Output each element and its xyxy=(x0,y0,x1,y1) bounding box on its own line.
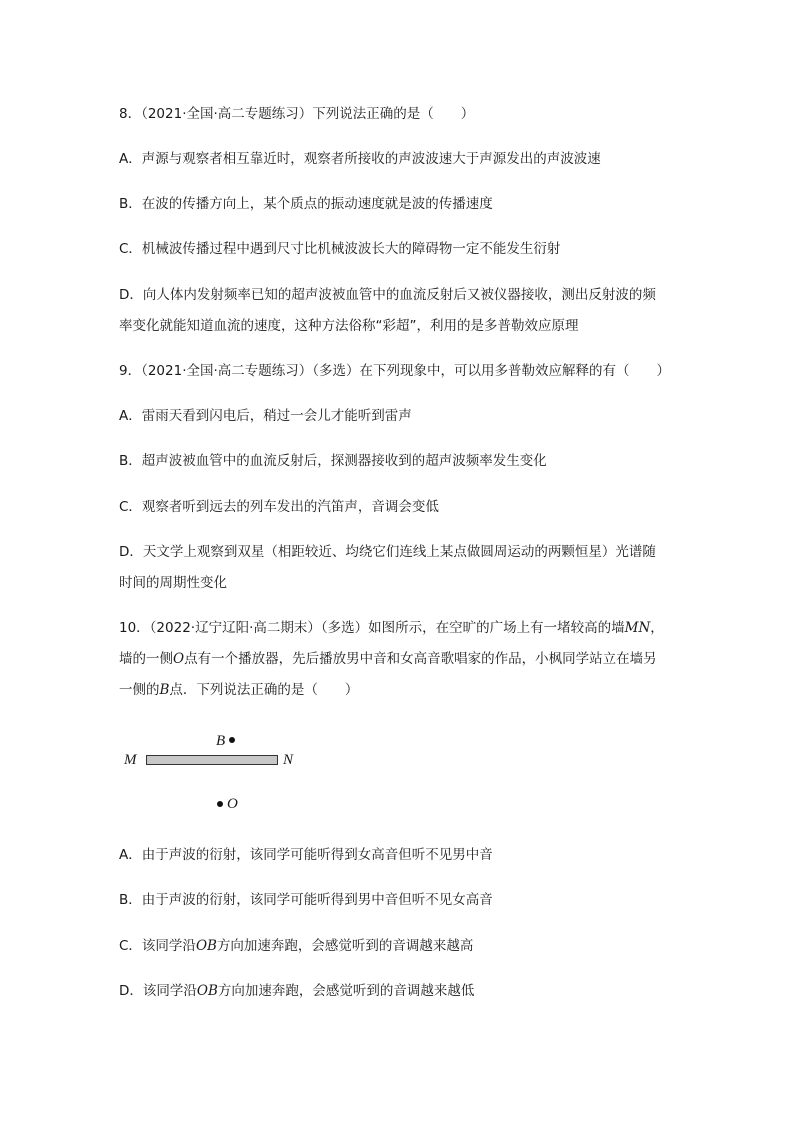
q10-point-b-variable: B xyxy=(159,682,170,698)
q10-option-d-variable: OB xyxy=(196,983,218,999)
q10-option-c-tail: 方向加速奔跑，会感觉听到的音调越来越高 xyxy=(216,938,474,954)
q9-stem: 9．（2021·全国·高二专题练习）（多选）在下列现象中，可以用多普勒效应解释的有（ ） xyxy=(119,363,671,379)
q10-option-c-variable: OB xyxy=(195,938,217,954)
wall-mn xyxy=(146,755,278,765)
figure-label-n: N xyxy=(283,752,294,768)
q10-stem-line3 xyxy=(119,680,358,700)
q10-point-o-variable: O xyxy=(173,651,185,667)
q10-option-a: A．由于声波的衍射，该同学可能听得到女高音但听不见男中音 xyxy=(119,847,493,863)
q10-wall-variable: MN xyxy=(624,620,651,636)
q8-option-d-line2: 率变化就能知道血流的速度，这种方法俗称“彩超”，利用的是多普勒效应原理 xyxy=(119,318,579,334)
q10-option-d-text: D．该同学沿 xyxy=(119,983,197,999)
q8-option-d-line1: D．向人体内发射频率已知的超声波被血管中的血流反射后又被仪器接收，测出反射波的频 xyxy=(119,287,656,303)
q8-option-b: B．在波的传播方向上，某个质点的振动速度就是波的传播速度 xyxy=(119,196,493,212)
figure-label-o: O xyxy=(227,796,238,812)
q10-stem-line3-tail: 点．下列说法正确的是（ ） xyxy=(169,682,359,698)
q10-stem-line1-tail: ， xyxy=(650,620,664,636)
q10-option-d xyxy=(119,981,474,1001)
q10-option-c-text: C．该同学沿 xyxy=(119,938,196,954)
q9-option-b: B．超声波被血管中的血流反射后，探测器接收到的超声波频率发生变化 xyxy=(119,453,547,469)
point-b-dot xyxy=(229,737,235,743)
q10-stem-line2-tail: 点有一个播放器，先后播放男中音和女高音歌唱家的作品，小枫同学站立在墙另 xyxy=(184,651,657,667)
q10-stem-line2 xyxy=(119,649,657,669)
figure-label-b: B xyxy=(216,733,226,749)
q10-stem-line2-text: 墙的一侧 xyxy=(119,651,173,667)
q9-option-d-line2: 时间的周期性变化 xyxy=(119,575,227,591)
q10-option-c xyxy=(119,936,473,956)
q10-figure xyxy=(119,726,319,822)
q8-option-c: C．机械波传播过程中遇到尺寸比机械波波长大的障碍物一定不能发生衍射 xyxy=(119,241,561,257)
q10-stem-line1 xyxy=(119,618,664,638)
q9-option-d-line1: D．天文学上观察到双星（相距较近、均绕它们连线上某点做圆周运动的两颗恒星）光谱随 xyxy=(119,544,656,560)
point-o-dot xyxy=(217,801,223,807)
q10-option-b: B．由于声波的衍射，该同学可能听得到男中音但听不见女高音 xyxy=(119,892,493,908)
q8-stem: 8．（2021·全国·高二专题练习）下列说法正确的是（ ） xyxy=(119,106,475,122)
q8-option-a: A．声源与观察者相互靠近时，观察者所接收的声波波速大于声源发出的声波波速 xyxy=(119,151,601,167)
q10-stem-line3-text: 一侧的 xyxy=(119,682,160,698)
q10-stem-line1-text: 10．（2022·辽宁辽阳·高二期末）（多选）如图所示，在空旷的广场上有一堵较高的墙 xyxy=(119,620,625,636)
q10-option-d-tail: 方向加速奔跑，会感觉听到的音调越来越低 xyxy=(217,983,475,999)
q9-option-c: C．观察者听到远去的列车发出的汽笛声，音调会变低 xyxy=(119,499,439,515)
q9-option-a: A．雷雨天看到闪电后，稍过一会儿才能听到雷声 xyxy=(119,408,412,424)
figure-label-m: M xyxy=(124,752,137,768)
